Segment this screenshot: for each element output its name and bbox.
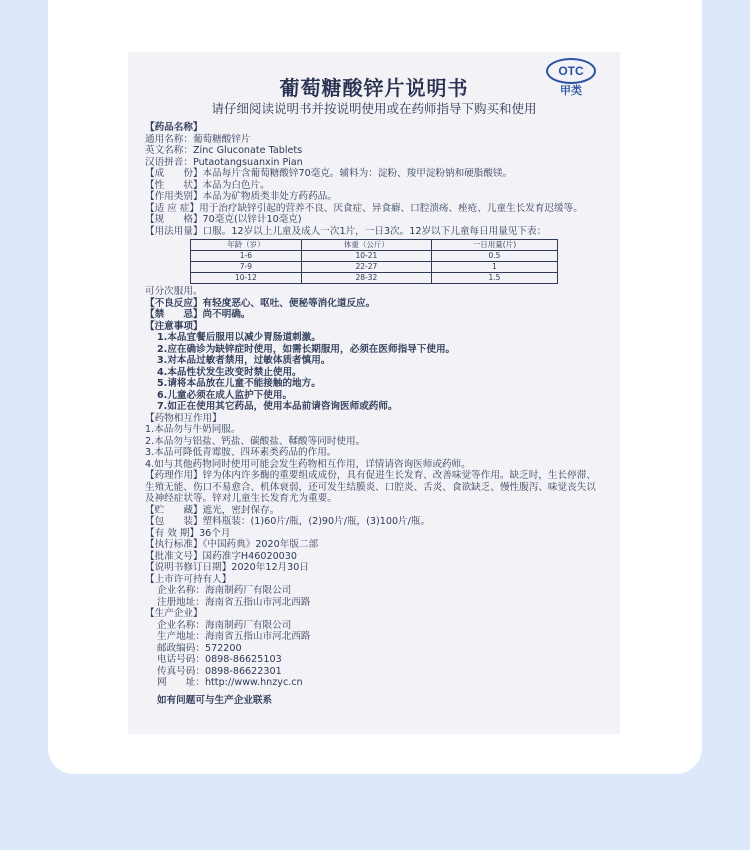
table-row: [191, 273, 558, 284]
dosage: 【用法用量】口服。12岁以上儿童及成人一次1片，一日3次。12岁以下儿童每日用量见下表：: [145, 225, 547, 237]
otc-badge: OTC: [546, 58, 596, 84]
table-header-row: [191, 240, 558, 251]
packaging: 【包 装】塑料瓶装：(1)60片/瓶，(2)90片/瓶，(3)100片/瓶。: [145, 516, 431, 527]
interaction-item: 4.如与其他药物同时使用可能会发生药物相互作用，详情请咨询医师或药师。: [145, 458, 471, 470]
interaction-item: 2.本品勿与铝盐、钙盐、碳酸盐、鞣酸等同时使用。: [145, 435, 366, 447]
pinyin-name: 汉语拼音：Putaotangsuanxin Pian: [145, 156, 303, 168]
manufacturer-address: 生产地址：海南省五指山市河北西路: [157, 631, 311, 642]
precaution-item: 2.应在确诊为缺锌症时使用，如需长期服用，必须在医师指导下使用。: [157, 343, 456, 355]
table-cell: 10-12: [191, 273, 302, 284]
table-header: 年龄（岁）: [191, 240, 302, 251]
dosage-table: [190, 239, 558, 284]
holder-address: 注册地址：海南省五指山市河北西路: [157, 596, 311, 608]
fax-number: 传真号码：0898-86622301: [157, 665, 282, 677]
revision-date: 【说明书修订日期】2020年12月30日: [145, 562, 309, 573]
ingredients: 【成 份】本品每片含葡萄糖酸锌70毫克。辅料为：淀粉、羧甲淀粉钠和硬脂酸镁。: [145, 168, 513, 179]
drug-name-heading: 【药品名称】: [145, 122, 203, 133]
holder-name: 企业名称：海南制药厂有限公司: [157, 585, 292, 596]
table-cell: 28-32: [301, 273, 431, 284]
dosage-note: 可分次服用。: [145, 286, 203, 297]
generic-name: 通用名称：葡萄糖酸锌片: [145, 133, 251, 145]
precautions-heading: 【注意事项】: [145, 320, 203, 332]
phone-number: 电话号码：0898-86625103: [157, 654, 282, 665]
insert-body: [145, 122, 600, 706]
otc-category: 甲类: [560, 84, 582, 97]
precaution-item: 3.对本品过敏者禁用，过敏体质者慎用。: [157, 355, 331, 366]
table-cell: 10-21: [301, 251, 431, 262]
table-cell: 1-6: [191, 251, 302, 262]
footer-note: 如有问题可与生产企业联系: [157, 694, 273, 706]
table-cell: 7-9: [191, 262, 302, 273]
approval-number: 【批准文号】国药准字H46020030: [145, 550, 297, 562]
interactions-heading: 【药物相互作用】: [145, 412, 222, 424]
pharmacology: 【药理作用】锌为体内许多酶的重要组成成份，具有促进生长发育、改善味觉等作用。缺乏时，生长停滞、生殖无能、伤口不易愈合、机体衰弱，还可发生结膜炎、口腔炎、舌炎、食欲缺乏、慢性腹泻、味觉丧失以及神经症状等。锌对儿童生长发育尤为重要。: [145, 470, 596, 504]
table-row: [191, 262, 558, 273]
precaution-item: 5.请将本品放在儿童不能接触的地方。: [157, 378, 321, 389]
table-cell: 22-27: [301, 262, 431, 273]
package-insert-image: [128, 52, 620, 734]
storage: 【贮 藏】遮光，密封保存。: [145, 504, 280, 516]
table-header: 体重（公斤）: [301, 240, 431, 251]
table-cell: 1: [431, 262, 557, 273]
insert-subtitle: 请仔细阅读说明书并按说明使用或在药师指导下购买和使用: [211, 101, 537, 116]
postal-code: 邮政编码：572200: [157, 642, 242, 654]
contraindications: 【禁 忌】尚不明确。: [145, 309, 251, 320]
table-header: 一日用量(片): [431, 240, 557, 251]
insert-title: 葡萄糖酸锌片说明书: [279, 76, 469, 100]
holder-heading: 【上市许可持有人】: [145, 573, 232, 585]
appearance: 【性 状】本品为白色片。: [145, 179, 270, 191]
validity: 【有 效 期】36个月: [145, 527, 231, 539]
interaction-item: 3.本品可降低青霉胺、四环素类药品的作用。: [145, 447, 337, 458]
manufacturer-heading: 【生产企业】: [145, 608, 203, 619]
precaution-item: 6.儿童必须在成人监护下使用。: [157, 389, 293, 401]
table-cell: 0.5: [431, 251, 557, 262]
precaution-item: 1.本品宜餐后服用以减少胃肠道刺激。: [157, 332, 321, 343]
table-row: [191, 251, 558, 262]
english-name: 英文名称：Zinc Gluconate Tablets: [145, 145, 303, 156]
interaction-item: 1.本品勿与牛奶同服。: [145, 424, 241, 435]
table-cell: 1.5: [431, 273, 557, 284]
precaution-item: 4.本品性状发生改变时禁止使用。: [157, 366, 302, 378]
specification: 【规 格】70毫克(以锌计10毫克): [145, 214, 302, 225]
category: 【作用类别】本品为矿物质类非处方药药品。: [145, 191, 337, 202]
standard: 【执行标准】《中国药典》2020年版二部: [145, 539, 319, 550]
adverse-reactions: 【不良反应】有轻度恶心、呕吐、便秘等消化道反应。: [145, 297, 376, 309]
manufacturer-name: 企业名称：海南制药厂有限公司: [157, 619, 292, 631]
website: 网 址：http://www.hnzyc.cn: [157, 677, 303, 688]
precaution-item: 7.如正在使用其它药品，使用本品前请咨询医师或药师。: [157, 401, 398, 412]
indications: 【适 应 症】用于治疗缺锌引起的营养不良、厌食症、异食癖、口腔溃疡、痤疮、儿童生长发育迟缓等。: [145, 202, 583, 214]
